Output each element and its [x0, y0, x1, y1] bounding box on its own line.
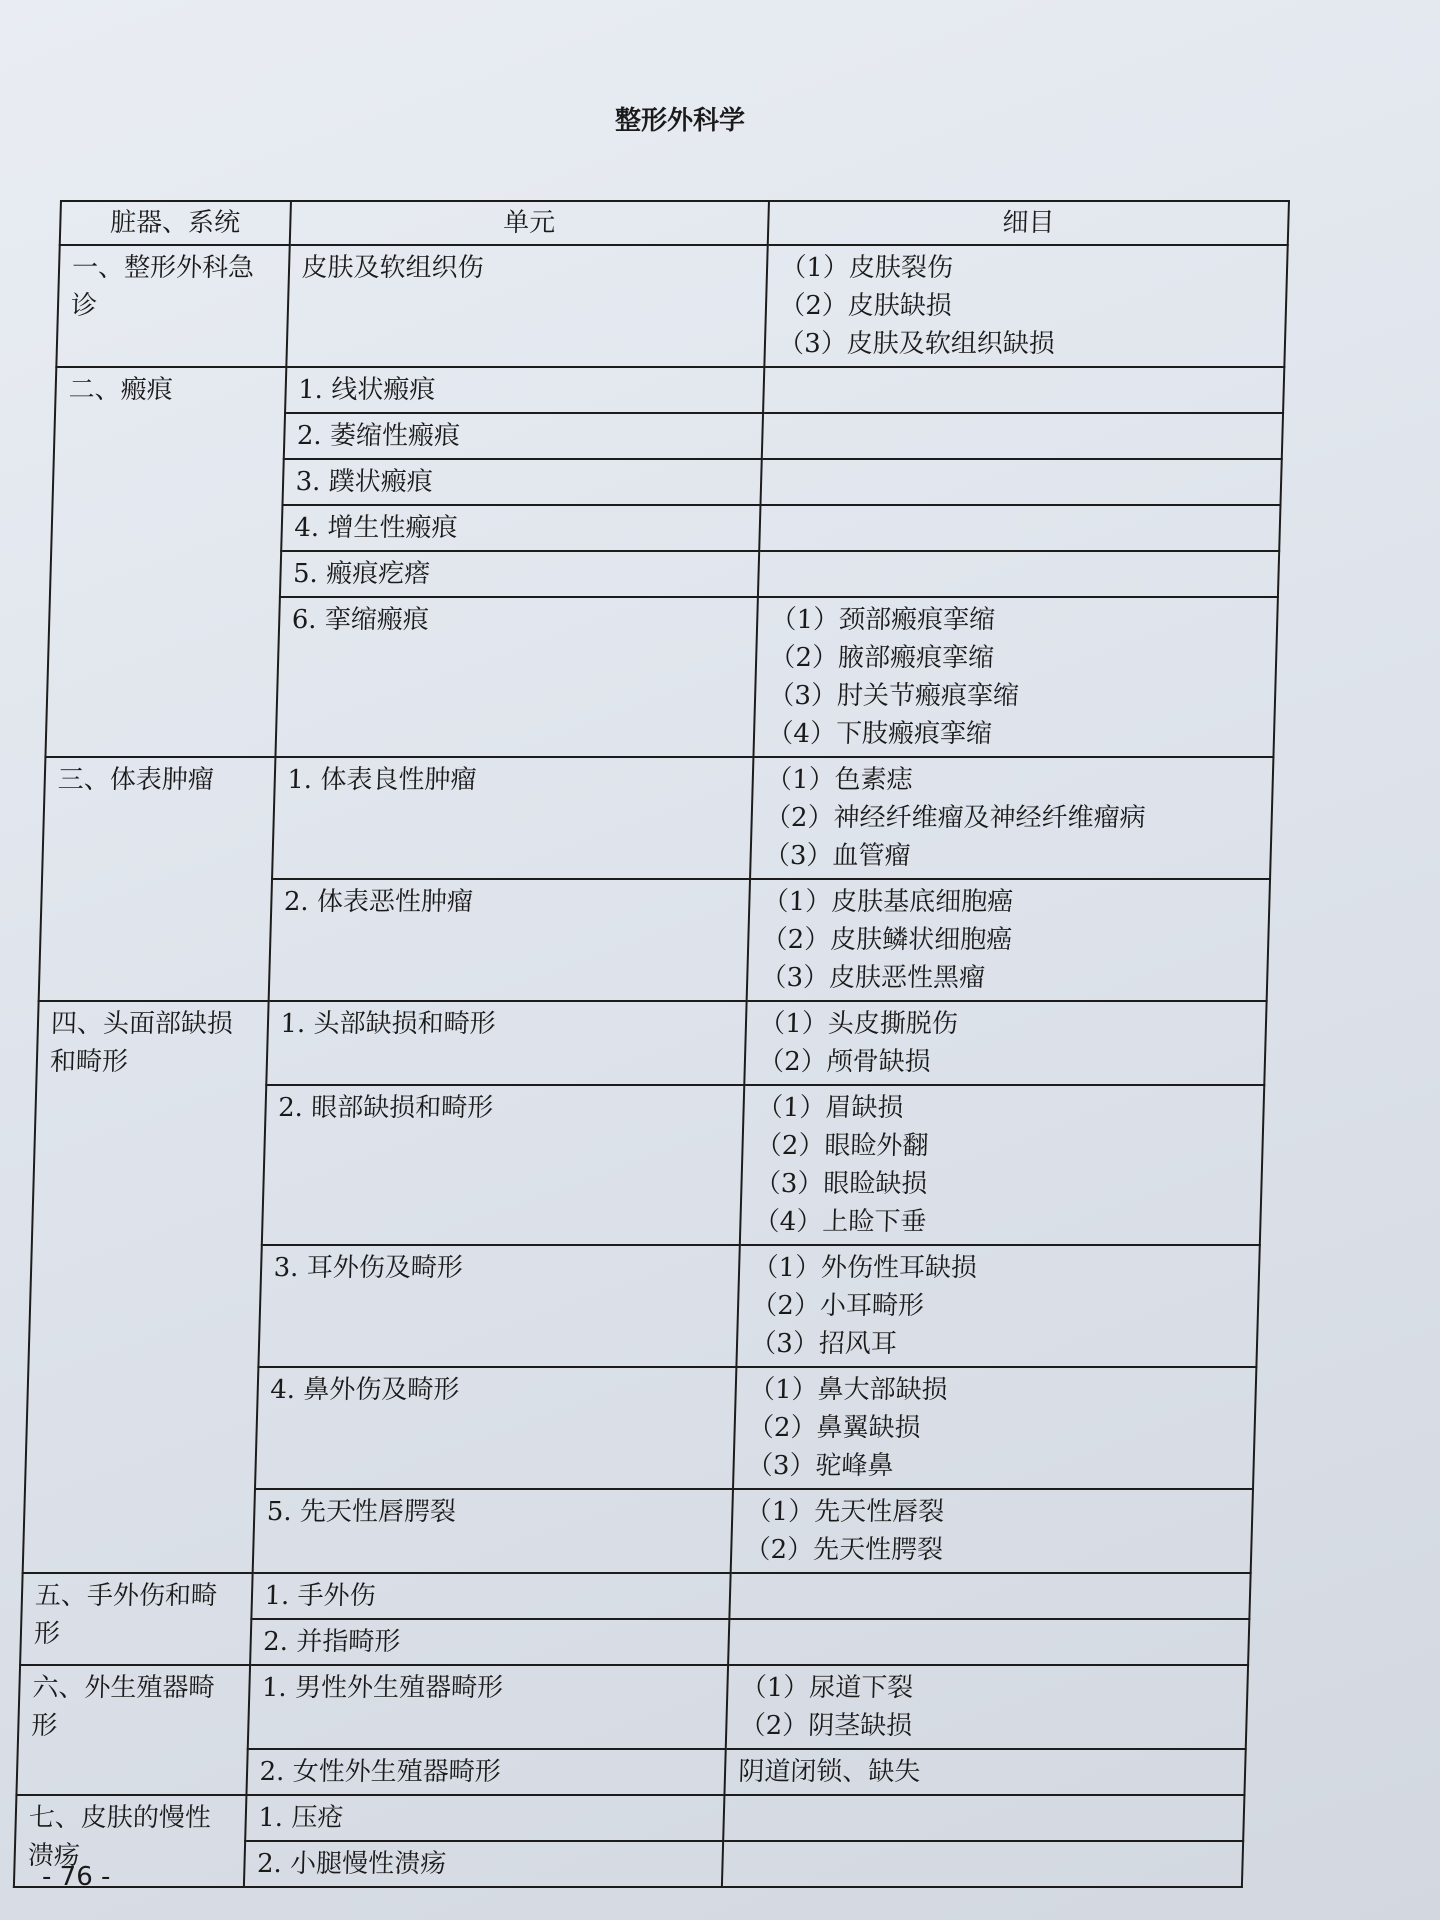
detail-item: （1）颈部瘢痕挛缩 [770, 605, 996, 635]
detail-item: （1）先天性唇裂 [745, 1497, 945, 1527]
detail-item: （2）眼睑外翻 [755, 1131, 929, 1161]
page-number: - 76 - [42, 1862, 111, 1892]
unit-cell: 3. 蹼状瘢痕 [282, 459, 762, 505]
unit-cell: 5. 瘢痕疙瘩 [279, 551, 759, 597]
table-row [42, 757, 1273, 879]
detail-item: （3）驼峰鼻 [746, 1451, 894, 1481]
detail-item: （4）下肢瘢痕挛缩 [766, 719, 993, 749]
unit-cell: 1. 手外伤 [251, 1573, 731, 1619]
table-body [14, 245, 1288, 1887]
table-row [36, 1001, 1266, 1085]
unit-cell: 1. 线状瘢痕 [285, 367, 765, 413]
detail-item: （2）皮肤鳞状细胞癌 [761, 925, 1013, 955]
detail-item: （2）腋部瘢痕挛缩 [769, 643, 995, 673]
detail-cell [745, 1001, 1267, 1085]
table-row [56, 245, 1287, 367]
table-row [21, 1573, 1250, 1619]
unit-cell: 3. 耳外伤及畸形 [258, 1245, 740, 1367]
detail-item: （3）皮肤及软组织缺损 [777, 329, 1056, 359]
header-detail: 细目 [768, 201, 1289, 245]
detail-item: （2）皮肤缺损 [778, 291, 953, 321]
detail-cell [750, 757, 1273, 879]
detail-item: （1）皮肤基底细胞癌 [762, 887, 1014, 917]
detail-item: （3）眼睑缺损 [754, 1169, 928, 1199]
page-title: 整形外科学 [614, 106, 745, 136]
unit-cell: 1. 体表良性肿瘤 [272, 757, 754, 879]
unit-cell: 4. 增生性瘢痕 [281, 505, 761, 551]
detail-item: （1）色素痣 [765, 765, 914, 795]
header-system: 脏器、系统 [60, 201, 291, 245]
detail-item: （1）尿道下裂 [740, 1673, 914, 1703]
detail-cell [737, 1245, 1260, 1367]
detail-cell [731, 1489, 1253, 1573]
unit-cell: 5. 先天性唇腭裂 [252, 1489, 733, 1573]
detail-item: （1）外伤性耳缺损 [752, 1253, 978, 1283]
unit-cell: 2. 女性外生殖器畸形 [246, 1749, 726, 1795]
detail-cell [725, 1749, 1246, 1795]
unit-cell: 1. 头部缺损和畸形 [266, 1001, 747, 1085]
detail-item: （2）阴茎缺损 [739, 1711, 913, 1741]
detail-cell [763, 367, 1284, 413]
system-cell: 一、整形外科急诊 [56, 245, 289, 367]
detail-item: （2）先天性腭裂 [744, 1535, 944, 1565]
detail-cell [730, 1573, 1251, 1619]
unit-cell: 2. 眼部缺损和畸形 [261, 1085, 744, 1245]
system-cell: 四、头面部缺损和畸形 [23, 1001, 269, 1573]
detail-item: （3）血管瘤 [763, 841, 911, 871]
detail-item: （3）皮肤恶性黑瘤 [760, 963, 986, 993]
detail-cell [728, 1619, 1249, 1665]
detail-cell [733, 1367, 1256, 1489]
table-header-row [60, 201, 1289, 245]
detail-item: （3）肘关节瘢痕挛缩 [768, 681, 1020, 711]
unit-cell: 4. 鼻外伤及畸形 [255, 1367, 737, 1489]
detail-item: （1）皮肤裂伤 [779, 253, 954, 283]
unit-cell: 2. 并指畸形 [250, 1619, 730, 1665]
detail-cell [754, 597, 1278, 757]
detail-item: （1）头皮撕脱伤 [758, 1009, 959, 1039]
table-row [55, 367, 1284, 413]
unit-cell: 1. 压疮 [245, 1795, 725, 1841]
detail-cell [759, 505, 1280, 551]
unit-cell: 2. 体表恶性肿瘤 [268, 879, 750, 1001]
detail-cell [761, 459, 1282, 505]
detail-cell [722, 1841, 1243, 1887]
unit-cell: 1. 男性外生殖器畸形 [247, 1665, 728, 1749]
detail-item: （1）鼻大部缺损 [748, 1375, 949, 1405]
unit-cell: 2. 小腿慢性溃疡 [243, 1841, 723, 1887]
header-unit: 单元 [289, 201, 769, 245]
detail-cell [723, 1795, 1244, 1841]
detail-item: （1）眉缺损 [756, 1093, 904, 1123]
detail-item: （3）招风耳 [749, 1329, 898, 1359]
unit-cell: 皮肤及软组织伤 [286, 245, 768, 367]
syllabus-table [13, 200, 1290, 1888]
unit-cell: 2. 萎缩性瘢痕 [283, 413, 763, 459]
detail-item: （2）颅骨缺损 [757, 1047, 932, 1077]
system-cell: 五、手外伤和畸形 [20, 1573, 252, 1665]
detail-item: （4）上睑下垂 [753, 1207, 927, 1237]
system-cell: 六、外生殖器畸形 [16, 1665, 249, 1795]
detail-cell [762, 413, 1283, 459]
detail-cell [747, 879, 1270, 1001]
system-cell: 三、体表肿瘤 [39, 757, 275, 1001]
detail-item: 阴道闭锁、缺失 [737, 1757, 921, 1787]
detail-cell [758, 551, 1279, 597]
detail-item: （2）鼻翼缺损 [747, 1413, 921, 1443]
table-row [18, 1665, 1248, 1749]
detail-cell [765, 245, 1288, 367]
system-cell: 七、皮肤的慢性溃疡 [14, 1795, 246, 1887]
detail-cell [740, 1085, 1264, 1245]
detail-item: （2）小耳畸形 [750, 1291, 925, 1321]
detail-item: （2）神经纤维瘤及神经纤维瘤病 [764, 803, 1147, 833]
system-cell: 二、瘢痕 [45, 367, 285, 757]
detail-cell [726, 1665, 1248, 1749]
unit-cell: 6. 挛缩瘢痕 [275, 597, 758, 757]
table-row [15, 1795, 1244, 1841]
